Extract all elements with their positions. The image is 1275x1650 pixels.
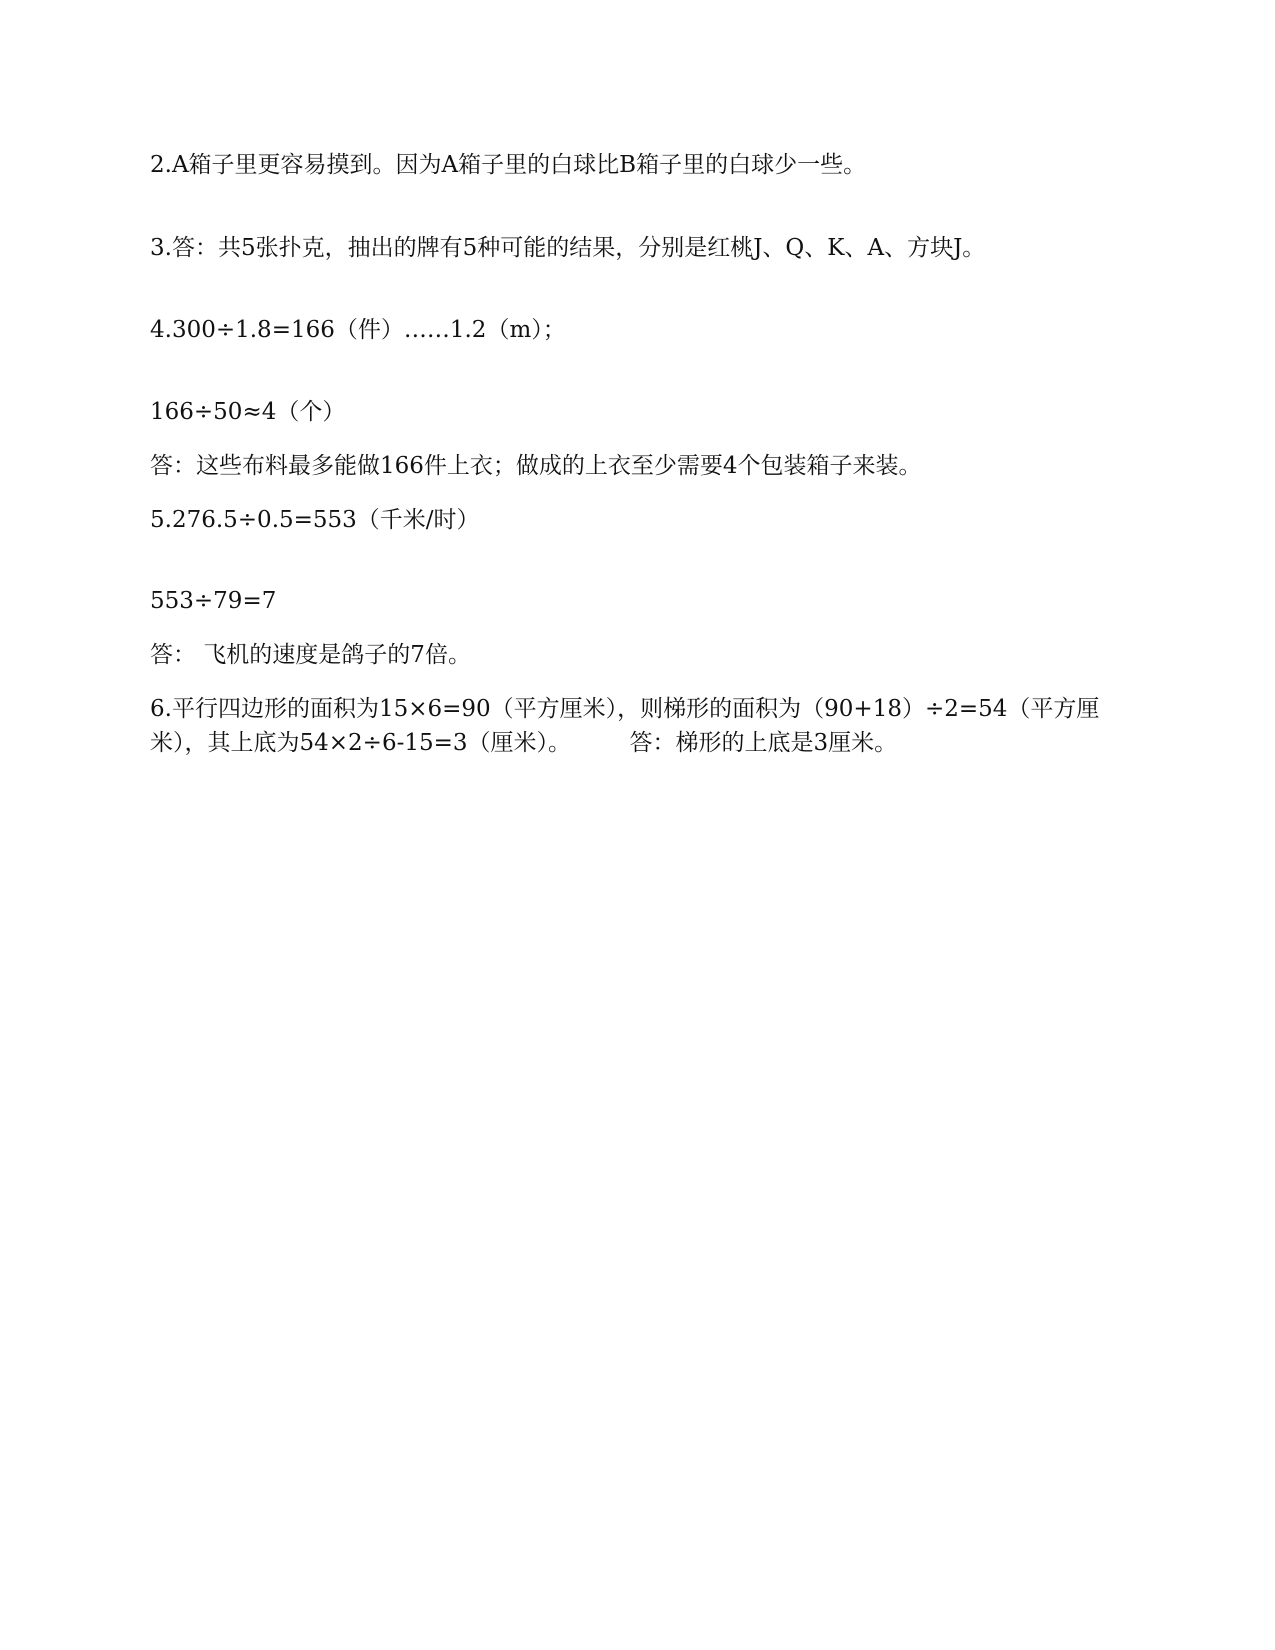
answer-5-conclusion: 答： 飞机的速度是鸽子的7倍。 [150,642,471,668]
answer-4-calc: 4.300÷1.8=166（件）……1.2（m）； [150,317,566,343]
answer-3: 3.答：共5张扑克，抽出的牌有5种可能的结果，分别是红桃J、Q、K、A、方块J。 [150,235,986,261]
answer-4-calc-2: 166÷50≈4（个） [150,399,346,425]
answer-6-line-2: 米），其上底为54×2÷6-15=3（厘米）。 答：梯形的上底是3厘米。 [150,730,898,756]
answer-2: 2.A箱子里更容易摸到。因为A箱子里的白球比B箱子里的白球少一些。 [150,152,867,178]
answer-6-line-1: 6.平行四边形的面积为15×6=90（平方厘米），则梯形的面积为（90+18）÷2=54（平方厘 [150,696,1100,722]
answer-5-calc-2: 553÷79=7 [150,588,277,614]
answer-6 [150,692,1118,760]
answer-5-calc: 5.276.5÷0.5=553（千米/时） [150,507,480,533]
answer-4-conclusion: 答：这些布料最多能做166件上衣；做成的上衣至少需要4个包装箱子来装。 [150,453,922,479]
